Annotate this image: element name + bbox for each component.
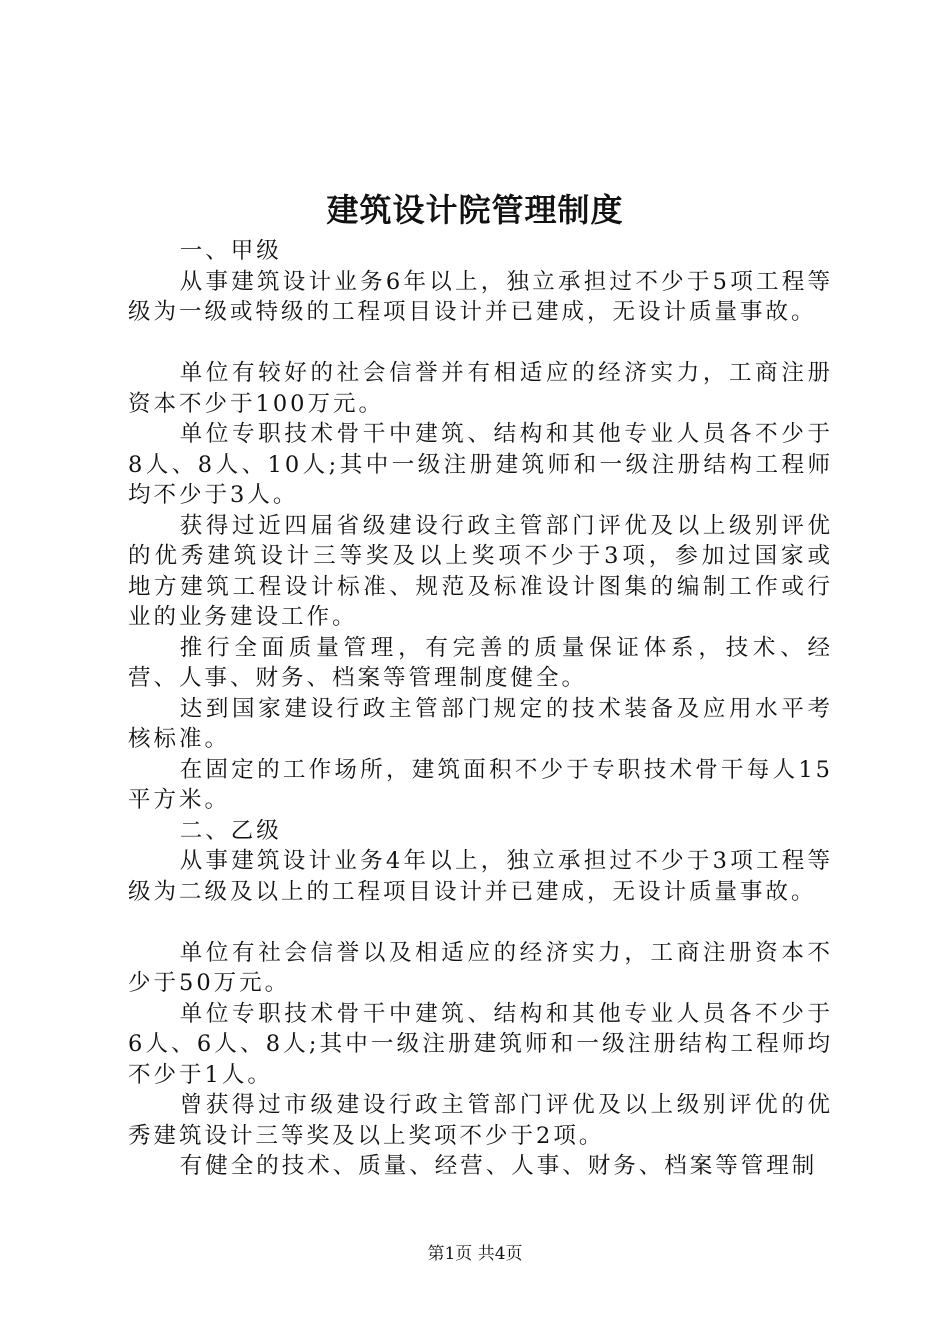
- paragraph: 从事建筑设计业务6年以上，独立承担过不少于5项工程等级为一级或特级的工程项目设计并已建成，无设计质量事故。: [128, 268, 833, 325]
- paragraph: 单位有较好的社会信誉并有相适应的经济实力，工商注册资本不少于100万元。: [128, 360, 833, 417]
- paragraph: 从事建筑设计业务4年以上，独立承担过不少于3项工程等级为二级及以上的工程项目设计并已建成，无设计质量事故。: [128, 848, 833, 905]
- document-title: 建筑设计院管理制度: [326, 191, 624, 229]
- page-number-footer: 第1页 共4页: [427, 1244, 523, 1264]
- paragraph: 单位有社会信誉以及相适应的经济实力，工商注册资本不少于50万元。: [128, 939, 833, 996]
- section-heading-grade-b: 二、乙级: [179, 817, 282, 844]
- paragraph: 达到国家建设行政主管部门规定的技术装备及应用水平考核标准。: [128, 695, 833, 752]
- paragraph: 获得过近四届省级建设行政主管部门评优及以上级别评优的优秀建筑设计三等奖及以上奖项不少于3项，参加过国家或地方建筑工程设计标准、规范及标准设计图集的编制工作或行业的业务建设工作。: [128, 512, 833, 630]
- paragraph: 单位专职技术骨干中建筑、结构和其他专业人员各不少于6人、6人、8人;其中一级注册建筑师和一级注册结构工程师均不少于1人。: [128, 1000, 833, 1088]
- paragraph: 有健全的技术、质量、经营、人事、财务、档案等管理制: [179, 1153, 818, 1179]
- paragraph: 在固定的工作场所，建筑面积不少于专职技术骨干每人15平方米。: [128, 756, 833, 813]
- document-body: [128, 236, 833, 1182]
- paragraph: 单位专职技术骨干中建筑、结构和其他专业人员各不少于8人、8人、10人;其中一级注册建筑师和一级注册结构工程师均不少于3人。: [128, 421, 833, 508]
- paragraph: 推行全面质量管理，有完善的质量保证体系，技术、经营、人事、财务、档案等管理制度健全。: [128, 634, 833, 691]
- section-heading-grade-a: 一、甲级: [179, 238, 282, 264]
- paragraph: 曾获得过市级建设行政主管部门评优及以上级别评优的优秀建筑设计三等奖及以上奖项不少于2项。: [128, 1092, 833, 1149]
